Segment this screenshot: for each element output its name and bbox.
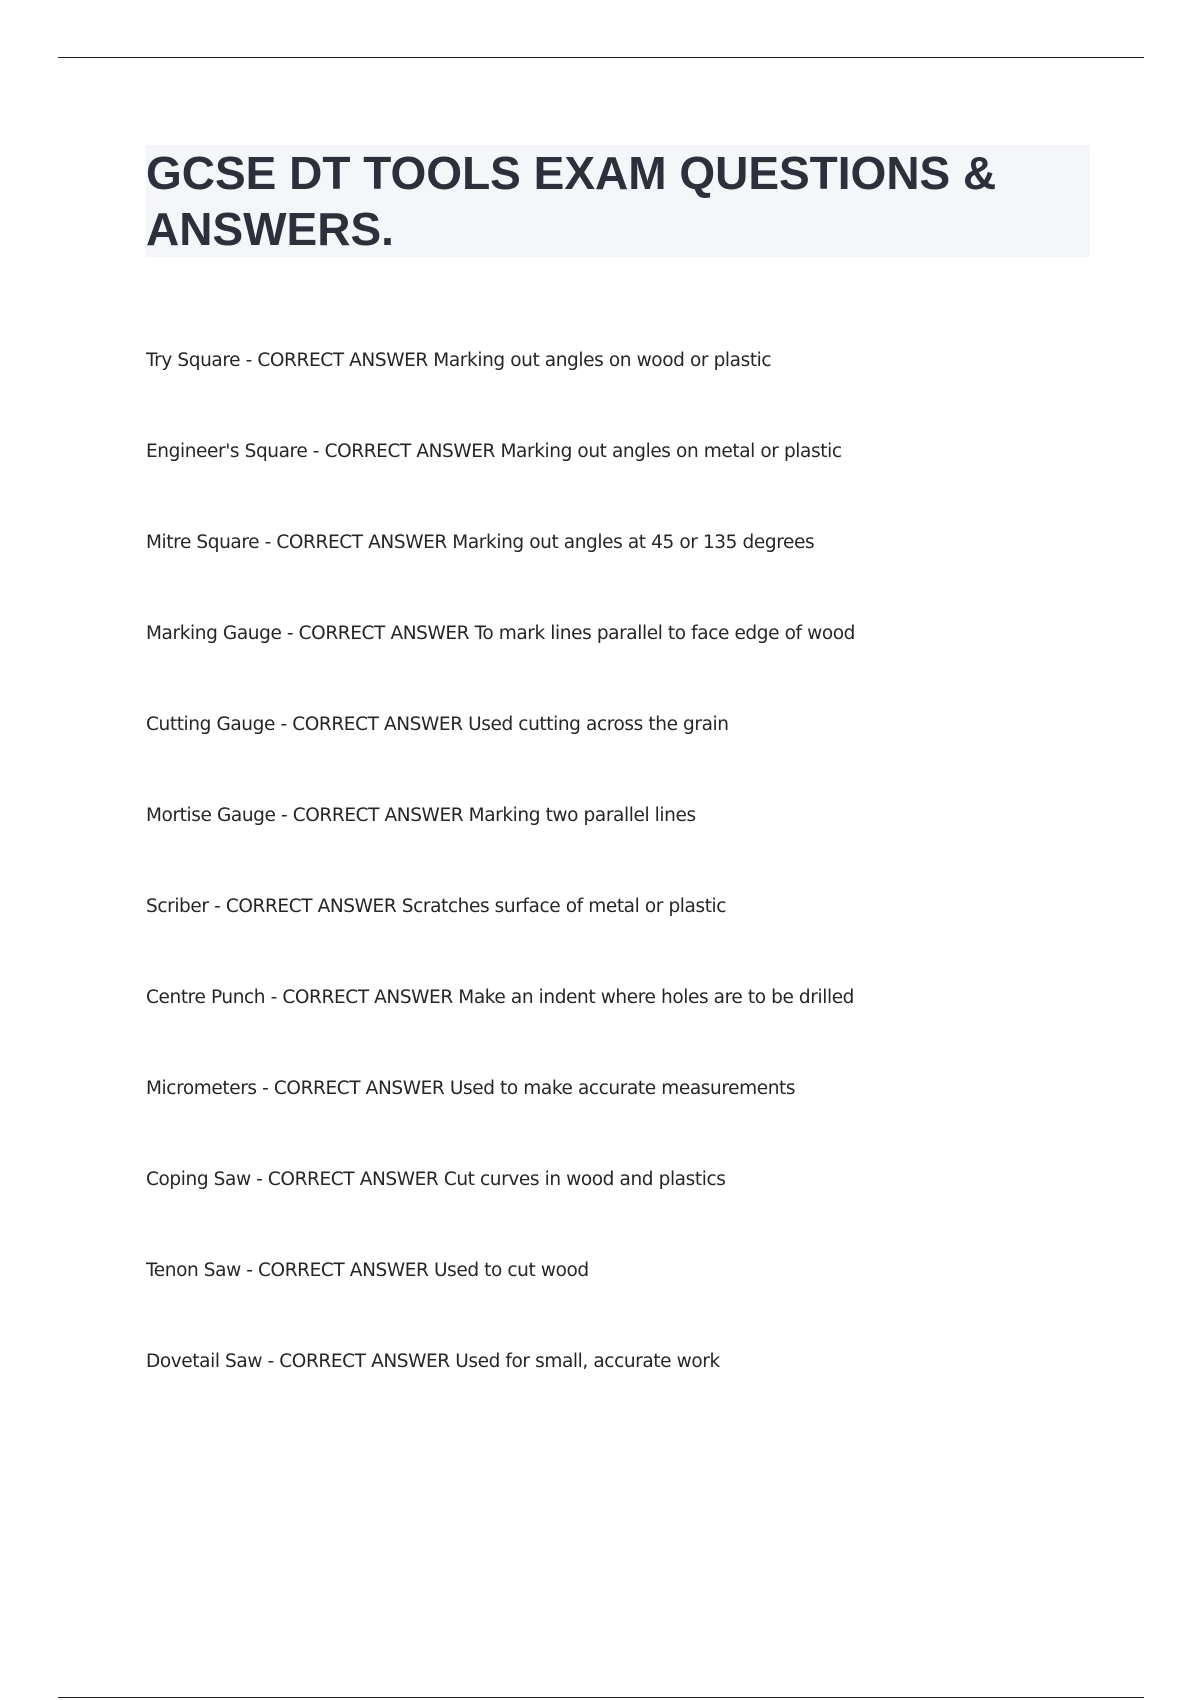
qa-item-mitre-square: Mitre Square - CORRECT ANSWER Marking out angles at 45 or 135 degrees [146, 532, 815, 553]
qa-item-mortise-gauge: Mortise Gauge - CORRECT ANSWER Marking two parallel lines [146, 805, 696, 826]
qa-item-dovetail-saw: Dovetail Saw - CORRECT ANSWER Used for small, accurate work [146, 1351, 720, 1372]
qa-item-scriber: Scriber - CORRECT ANSWER Scratches surface of metal or plastic [146, 896, 727, 917]
top-divider [58, 57, 1144, 58]
qa-item-try-square: Try Square - CORRECT ANSWER Marking out angles on wood or plastic [146, 350, 772, 371]
qa-item-tenon-saw: Tenon Saw - CORRECT ANSWER Used to cut wood [146, 1260, 589, 1281]
qa-list [146, 347, 1086, 1439]
bottom-divider [58, 1697, 1144, 1698]
qa-item-engineers-square: Engineer's Square - CORRECT ANSWER Marking out angles on metal or plastic [146, 441, 842, 462]
qa-item-centre-punch: Centre Punch - CORRECT ANSWER Make an indent where holes are to be drilled [146, 987, 855, 1008]
qa-item-marking-gauge: Marking Gauge - CORRECT ANSWER To mark lines parallel to face edge of wood [146, 623, 856, 644]
qa-item-coping-saw: Coping Saw - CORRECT ANSWER Cut curves in wood and plastics [146, 1169, 726, 1190]
qa-item-cutting-gauge: Cutting Gauge - CORRECT ANSWER Used cutting across the grain [146, 714, 729, 735]
page-title: GCSE DT TOOLS EXAM QUESTIONS & ANSWERS. [146, 147, 997, 255]
title-block [146, 145, 1090, 257]
qa-item-micrometers: Micrometers - CORRECT ANSWER Used to make accurate measurements [146, 1078, 796, 1099]
